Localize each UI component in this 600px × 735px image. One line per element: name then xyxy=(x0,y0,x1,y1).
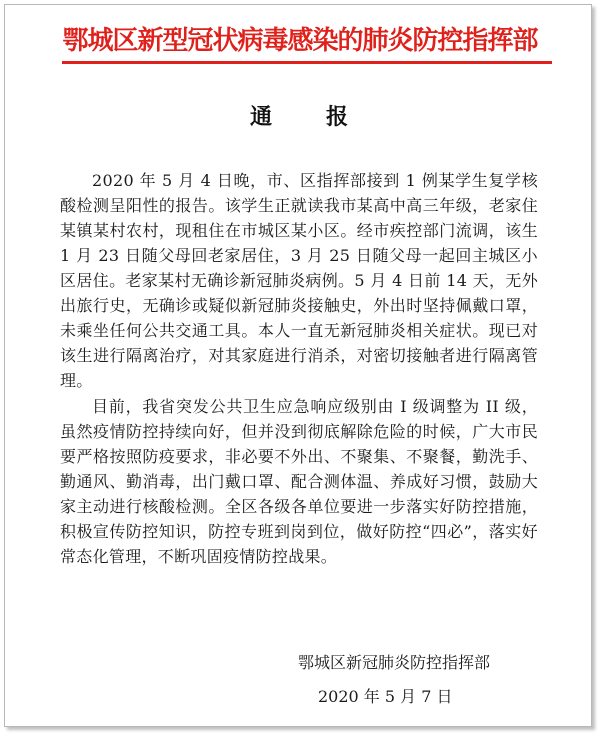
signature-date: 2020 年 5 月 7 日 xyxy=(318,687,453,706)
org-title: 鄂城区新型冠状病毒感染的肺炎防控指挥部 xyxy=(62,26,538,56)
doc-heading-char-2: 报 xyxy=(326,104,351,130)
signature-organization: 鄂城区新冠肺炎防控指挥部 xyxy=(298,653,491,672)
body-paragraph-1: 2020 年 5 月 4 日晚，市、区指挥部接到 1 例某学生复学核酸检测呈阳性的报告。该学生正就读我市某高中高三年级，老家住某镇某村农村，现租住在市城区某小区。经市疾控部门流调，该生 1 月 23 日随父母回老家居住，3 月 25 日随父母一起回主城区小区居住。老家某村无确诊新冠肺炎病例。5 月 4 日前 14 天，无外出旅行史，无确诊或疑似新冠肺炎接触史，外出时坚持佩戴口罩，未乘坐任何公共交通工具。本人一直无新冠肺炎相关症状。现已对该生进行隔离治疗，对其家庭进行消杀，对密切接触者进行隔离管理。 xyxy=(60,171,538,390)
header-red-rule xyxy=(62,61,552,64)
doc-heading-char-1: 通 xyxy=(249,104,274,130)
document-body xyxy=(60,168,538,569)
doc-heading xyxy=(0,100,600,131)
body-paragraph-2: 目前，我省突发公共卫生应急响应级别由 I 级调整为 II 级，虽然疫情防控持续向好，但并没到彻底解除危险的时候，广大市民要严格按照防疫要求，非必要不外出、不聚集、不聚餐，勤洗手、勤通风、勤消毒，出门戴口罩、配合测体温、养成好习惯，鼓励大家主动进行核酸检测。全区各级各单位要进一步落实好防控措施，积极宣传防控知识，防控专班到岗到位，做好防控“四必”，落实好常态化管理，不断巩固疫情防控战果。 xyxy=(60,397,538,566)
